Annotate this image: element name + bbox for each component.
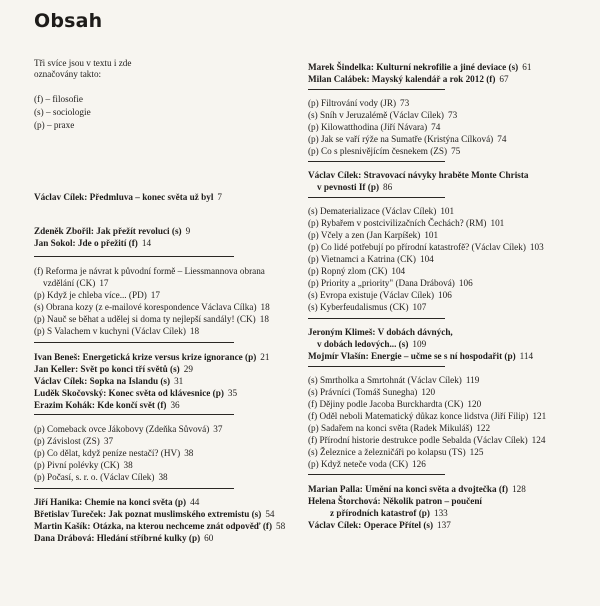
toc-entry[interactable]: (p) Priority a „priority" (Dana Drábová) 106 [308, 278, 473, 288]
separator [34, 342, 234, 343]
toc-entry[interactable]: (p) Jak se vaří rýže na Sumatře (Kristýna Cílková) 74 [308, 134, 507, 144]
toc-entry[interactable]: Marek Šindelka: Kulturní nekrofilie a jiné deviace (s) 61 [308, 62, 532, 72]
toc-entry[interactable]: (p) Počasí, s. r. o. (Václav Cílek) 38 [34, 472, 168, 482]
separator [308, 318, 445, 319]
toc-entry[interactable]: (p) Pivní polévky (CK) 38 [34, 460, 133, 470]
toc-entry-continuation: vzdělání (CK) 17 [43, 278, 109, 288]
toc-entry[interactable]: (p) Když neteče voda (CK) 126 [308, 459, 426, 469]
toc-entry[interactable]: Václav Cílek: Operace Přítel (s) 137 [308, 520, 451, 530]
toc-entry[interactable]: (s) Dematerializace (Václav Cílek) 101 [308, 206, 455, 216]
toc-entry-continuation: v pevnosti If (p) 86 [317, 182, 393, 192]
toc-entry[interactable]: (s) Kyberfeudalismus (CK) 107 [308, 302, 427, 312]
toc-entry[interactable]: Ivan Beneš: Energetická krize versus krize ignorance (p) 21 [34, 352, 270, 362]
toc-entry[interactable]: Dana Drábová: Hledání stříbrné kulky (p) 60 [34, 533, 214, 543]
toc-entry[interactable]: (p) Včely a zen (Jan Karpíšek) 101 [308, 230, 439, 240]
toc-entry[interactable]: Václav Cílek: Stravovací návyky hraběte Monte Christa [308, 170, 529, 180]
toc-entry[interactable]: Jeroným Klimeš: V dobách dávných, [308, 327, 453, 337]
toc-entry[interactable]: (p) Co dělat, když peníze nestačí? (HV) 38 [34, 448, 194, 458]
separator [308, 197, 445, 198]
legend-item-p: (p) – praxe [34, 120, 75, 130]
toc-entry[interactable]: (s) Smrtholka a Smrtohnát (Václav Cílek) 119 [308, 375, 480, 385]
toc-entry-continuation: v dobách ledových... (s) 109 [317, 339, 427, 349]
toc-entry[interactable]: (s) Železnice a železničáři po kolapsu (TS) 125 [308, 447, 484, 457]
toc-entry[interactable]: (p) Ropný zlom (CK) 104 [308, 266, 406, 276]
toc-entry[interactable]: (f) Dějiny podle Jacoba Burckhardta (CK) 120 [308, 399, 482, 409]
toc-entry[interactable]: Václav Cílek: Předmluva – konec světa už byl 7 [34, 192, 222, 202]
toc-entry[interactable]: Erazim Kohák: Kde končí svět (f) 36 [34, 400, 180, 410]
separator [34, 256, 234, 257]
toc-entry[interactable]: Václav Cílek: Sopka na Islandu (s) 31 [34, 376, 184, 386]
toc-entry[interactable]: (p) Co s plesnivějícím česnekem (ZS) 75 [308, 146, 461, 156]
separator [308, 161, 445, 162]
toc-entry[interactable]: Jiří Hanika: Chemie na konci světa (p) 44 [34, 497, 200, 507]
toc-entry[interactable]: Helena Štorchová: Několik patron – poučení [308, 496, 482, 506]
toc-entry[interactable]: (p) Kilowatthodina (Jiří Návara) 74 [308, 122, 441, 132]
toc-entry[interactable]: Jan Keller: Svět po konci tří světů (s) 29 [34, 364, 193, 374]
toc-entry[interactable]: Marian Palla: Umění na konci světa a dvojtečka (f) 128 [308, 484, 526, 494]
toc-entry-continuation: z přírodních katastrof (p) 133 [330, 508, 448, 518]
toc-entry[interactable]: Mojmír Vlašín: Energie – učme se s ní hospodařit (p) 114 [308, 351, 534, 361]
toc-entry[interactable]: Zdeněk Zbořil: Jak přežít revoluci (s) 9 [34, 226, 191, 236]
toc-entry[interactable]: Břetislav Tureček: Jak poznat muslimského extremistu (s) 54 [34, 509, 275, 519]
legend-intro-line-2: označovány takto: [34, 69, 102, 79]
toc-entry[interactable]: (p) Comeback ovce Jákobovy (Zdeňka Sůvová) 37 [34, 424, 223, 434]
toc-entry[interactable]: Luděk Skočovský: Konec světa od klávesnice (p) 35 [34, 388, 238, 398]
toc-entry[interactable]: Jan Sokol: Jde o přežití (f) 14 [34, 238, 152, 248]
separator [308, 474, 445, 475]
toc-entry[interactable]: (p) Když je chleba více... (PD) 17 [34, 290, 160, 300]
separator [308, 366, 445, 367]
toc-entry[interactable]: (p) Rybařem v postcivilizačních Čechách? (RM) 101 [308, 218, 505, 228]
toc-entry[interactable]: (s) Evropa existuje (Václav Cílek) 106 [308, 290, 452, 300]
toc-entry[interactable]: (s) Právníci (Tomáš Sunegha) 120 [308, 387, 436, 397]
toc-entry[interactable]: (f) Reforma je návrat k původní formě – Liessmannova obrana [34, 266, 265, 276]
toc-entry[interactable]: (p) Vietnamci a Katrina (CK) 104 [308, 254, 434, 264]
toc-entry[interactable]: (p) Závislost (ZS) 37 [34, 436, 114, 446]
legend-item-f: (f) – filosofie [34, 94, 83, 104]
toc-entry[interactable]: Martin Kašík: Otázka, na kterou nechceme znát odpověď (f) 58 [34, 521, 286, 531]
toc-entry[interactable]: (f) Přírodní historie destrukce podle Sebalda (Václav Cílek) 124 [308, 435, 546, 445]
toc-entry[interactable]: (p) Nauč se běhat a udělej si doma ty nejlepší sandály! (CK) 18 [34, 314, 269, 324]
toc-entry[interactable]: (p) Co lidé potřebují po přírodní katastrofě? (Václav Cílek) 103 [308, 242, 544, 252]
toc-entry[interactable]: (p) S Valachem v kuchyni (Václav Cílek) 18 [34, 326, 200, 336]
toc-entry[interactable]: (p) Sadařem na konci světa (Radek Mikuláš) 122 [308, 423, 491, 433]
legend-intro-line-1: Tři svíce jsou v textu i zde [34, 58, 132, 68]
separator [308, 89, 445, 90]
legend-item-s: (s) – sociologie [34, 107, 91, 117]
toc-entry[interactable]: (s) Obrana kozy (z e-mailové korespondence Václava Cílka) 18 [34, 302, 270, 312]
separator [34, 414, 234, 415]
separator [34, 488, 234, 489]
toc-entry[interactable]: (f) Oděl neboli Matematický důkaz konce lidstva (Jiří Filip) 121 [308, 411, 547, 421]
toc-entry[interactable]: (p) Filtrování vody (JR) 73 [308, 98, 410, 108]
toc-entry[interactable]: (s) Sníh v Jeruzalémě (Václav Cílek) 73 [308, 110, 458, 120]
page-title: Obsah [34, 10, 103, 32]
toc-entry[interactable]: Milan Calábek: Mayský kalendář a rok 2012 (f) 67 [308, 74, 509, 84]
